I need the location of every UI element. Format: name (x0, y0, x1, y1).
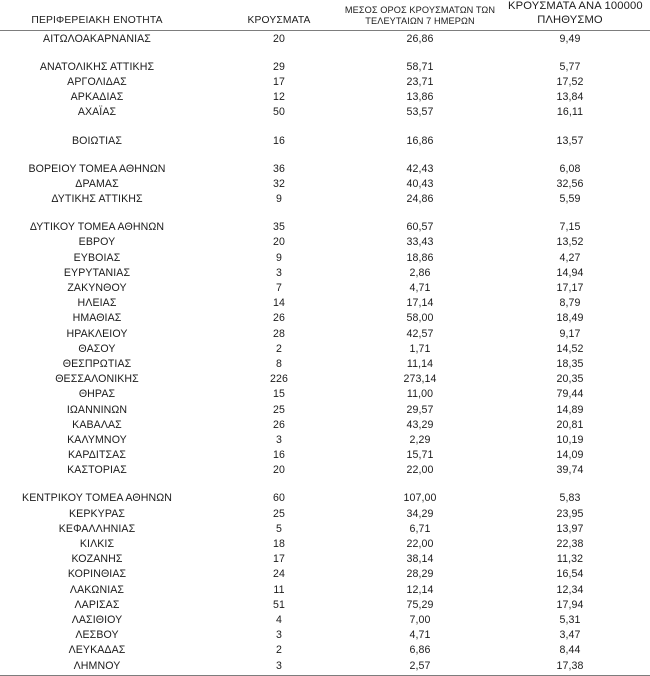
table-row (0, 357, 650, 372)
table-row (0, 311, 650, 326)
cell-region: ΒΟΙΩΤΙΑΣ (72, 134, 122, 147)
column-header-cases-per-100000-line-1: ΚΡΟΥΣΜΑΤΑ ΑΝΑ 100000 (508, 0, 643, 12)
cell-region: ΚΑΒΑΛΑΣ (72, 418, 122, 431)
table-spacer-cell (228, 148, 338, 161)
table-spacer-row (0, 207, 650, 220)
table-row (0, 402, 650, 417)
cell-average-7-days: 6,71 (409, 522, 431, 535)
cell-average-7-days: 13,86 (406, 91, 434, 104)
cell-average-7-days: 18,86 (406, 251, 434, 264)
cell-region: ΚΙΛΚΙΣ (79, 538, 115, 551)
table-row (0, 491, 650, 506)
cell-cases-per-100000: 5,59 (559, 193, 581, 206)
cell-average-7-days: 42,43 (406, 162, 434, 175)
cell-cases: 35 (273, 221, 285, 234)
table-spacer-cell (338, 207, 508, 220)
cell-cases-per-100000: 13,57 (556, 134, 584, 147)
cell-region: ΔΥΤΙΚΟΥ ΤΟΜΕΑ ΑΘΗΝΩΝ (29, 221, 165, 234)
table-spacer-row (0, 47, 650, 60)
cell-cases: 7 (276, 282, 282, 295)
table-spacer-row (0, 120, 650, 133)
cell-region: ΑΙΤΩΛΟΑΚΑΡΝΑΝΙΑΣ (43, 32, 151, 45)
cell-region: ΑΝΑΤΟΛΙΚΗΣ ΑΤΤΙΚΗΣ (39, 60, 155, 73)
cell-average-7-days: 107,00 (403, 492, 437, 505)
cell-cases: 36 (273, 162, 285, 175)
column-header-cases-per-100000-line-2: ΠΛΗΘΥΣΜΟ (537, 13, 603, 26)
cell-average-7-days: 29,57 (406, 403, 434, 416)
column-header-cases-per-100000 (508, 0, 650, 31)
cell-cases: 50 (273, 106, 285, 119)
cell-cases: 3 (276, 433, 282, 446)
table-header (0, 0, 650, 31)
table-spacer-cell (338, 148, 508, 161)
cell-cases: 3 (228, 658, 338, 676)
cell-region: ΑΡΚΑΔΙΑΣ (70, 91, 124, 104)
table-row (0, 643, 650, 658)
cell-average-7-days: 28,29 (406, 568, 434, 581)
cell-region: ΛΑΚΩΝΙΑΣ (69, 583, 125, 596)
cell-average-7-days: 53,57 (406, 106, 434, 119)
cell-cases-per-100000: 14,09 (556, 449, 584, 462)
cell-cases-per-100000: 10,19 (556, 433, 584, 446)
column-header-cases-line-1: ΚΡΟΥΣΜΑΤΑ (247, 14, 311, 26)
table-row (0, 372, 650, 387)
cell-cases: 15 (273, 388, 285, 401)
cell-cases: 20 (273, 32, 285, 45)
table-row (0, 326, 650, 341)
cell-average-7-days: 15,71 (406, 449, 434, 462)
cell-region: ΚΕΡΚΥΡΑΣ (68, 507, 126, 520)
cell-average-7-days: 40,43 (406, 177, 434, 190)
cell-region: ΖΑΚΥΝΘΟΥ (67, 282, 127, 295)
column-header-average-7-days-line-2: ΤΕΛΕΥΤΑΙΩΝ 7 ΗΜΕΡΩΝ (365, 16, 475, 27)
cell-average-7-days: 17,14 (406, 297, 434, 310)
table-spacer-cell (0, 47, 228, 60)
table-spacer-cell (508, 478, 650, 491)
cell-cases: 3 (276, 266, 282, 279)
cell-cases: 5 (276, 522, 282, 535)
cell-cases: 8 (276, 357, 282, 370)
cell-cases: 26 (273, 418, 285, 431)
cell-region: ΕΥΡΥΤΑΝΙΑΣ (63, 266, 131, 279)
cell-region: ΕΒΡΟΥ (78, 236, 116, 249)
cell-average-7-days: 273,14 (403, 373, 437, 386)
cell-cases-per-100000: 13,84 (556, 91, 584, 104)
cell-cases-per-100000: 39,74 (556, 464, 584, 477)
cell-region: ΔΥΤΙΚΗΣ ΑΤΤΙΚΗΣ (51, 193, 143, 206)
cell-cases: 16 (273, 449, 285, 462)
cell-average-7-days: 24,86 (406, 193, 434, 206)
cell-average-7-days: 7,00 (409, 613, 431, 626)
cell-average-7-days: 38,14 (406, 553, 434, 566)
table-row (0, 613, 650, 628)
cell-average-7-days: 12,14 (406, 583, 434, 596)
cell-average-7-days: 22,00 (406, 538, 434, 551)
cell-region: ΗΡΑΚΛΕΙΟΥ (66, 327, 128, 340)
cell-average-7-days: 26,86 (406, 32, 434, 45)
cell-cases-per-100000: 14,89 (556, 403, 584, 416)
table-row (0, 387, 650, 402)
cell-cases-per-100000: 8,44 (559, 644, 581, 657)
cell-cases: 3 (276, 629, 282, 642)
cell-cases: 25 (273, 507, 285, 520)
cell-average-7-days: 2,57 (338, 658, 508, 676)
table-row (0, 250, 650, 265)
cell-cases-per-100000: 16,11 (556, 106, 584, 119)
cell-region: ΚΟΖΑΝΗΣ (71, 553, 123, 566)
cell-region: ΛΕΥΚΑΔΑΣ (68, 644, 126, 657)
table-row (0, 506, 650, 521)
cell-cases: 25 (273, 403, 285, 416)
table-row (0, 628, 650, 643)
cell-cases: 4 (276, 613, 282, 626)
table-row (0, 161, 650, 176)
table-row (0, 463, 650, 478)
table-row (0, 220, 650, 235)
cell-average-7-days: 1,71 (409, 342, 431, 355)
cell-average-7-days: 4,71 (409, 282, 431, 295)
cell-cases: 29 (273, 60, 285, 73)
cell-cases-per-100000: 9,49 (559, 32, 581, 45)
cell-average-7-days: 23,71 (406, 75, 434, 88)
cell-cases-per-100000: 6,08 (559, 162, 581, 175)
table-row (0, 433, 650, 448)
table-spacer-cell (338, 120, 508, 133)
table-row (0, 522, 650, 537)
table-row (0, 582, 650, 597)
cell-cases-per-100000: 18,35 (556, 357, 584, 370)
column-header-region-line-1: ΠΕΡΙΦΕΡΕΙΑΚΗ ΕΝΟΤΗΤΑ (31, 14, 163, 26)
cell-region: ΚΑΡΔΙΤΣΑΣ (68, 449, 126, 462)
cell-average-7-days: 22,00 (406, 464, 434, 477)
table-spacer-cell (228, 478, 338, 491)
cell-cases: 2 (276, 644, 282, 657)
cell-cases-per-100000: 17,94 (556, 598, 584, 611)
cell-region: ΚΟΡΙΝΘΙΑΣ (67, 568, 127, 581)
cell-region: ΕΥΒΟΙΑΣ (73, 251, 121, 264)
table-row (0, 31, 650, 47)
cell-cases-per-100000: 17,38 (508, 658, 650, 676)
cell-region: ΛΗΜΝΟΥ (0, 658, 228, 676)
cell-cases-per-100000: 20,35 (556, 373, 584, 386)
table-row (0, 281, 650, 296)
cell-region: ΚΕΝΤΡΙΚΟΥ ΤΟΜΕΑ ΑΘΗΝΩΝ (22, 492, 172, 505)
table-row (0, 342, 650, 357)
cell-average-7-days: 42,57 (406, 327, 434, 340)
table-spacer-cell (338, 47, 508, 60)
cell-cases-per-100000: 7,15 (559, 221, 581, 234)
cell-average-7-days: 34,29 (406, 507, 434, 520)
table-row (0, 75, 650, 90)
cell-average-7-days: 11,14 (406, 357, 434, 370)
cell-cases-per-100000: 13,97 (556, 522, 584, 535)
cell-average-7-days: 58,00 (406, 312, 434, 325)
cell-region: ΚΑΣΤΟΡΙΑΣ (67, 464, 127, 477)
cell-cases: 17 (273, 553, 285, 566)
cell-cases-per-100000: 5,31 (559, 613, 581, 626)
cell-region: ΘΕΣΠΡΩΤΙΑΣ (62, 357, 132, 370)
table-row (0, 105, 650, 120)
table-spacer-cell (0, 120, 228, 133)
cell-cases: 60 (273, 492, 285, 505)
cell-cases-per-100000: 4,27 (559, 251, 581, 264)
table-row (0, 537, 650, 552)
cell-cases-per-100000: 14,52 (556, 342, 584, 355)
cell-region: ΗΜΑΘΙΑΣ (72, 312, 122, 325)
column-header-average-7-days (338, 0, 508, 31)
table-row (0, 598, 650, 613)
table-spacer-cell (0, 148, 228, 161)
cell-region: ΛΕΣΒΟΥ (75, 629, 119, 642)
table-row (0, 90, 650, 105)
cell-cases-per-100000: 13,52 (556, 236, 584, 249)
cell-average-7-days: 6,86 (409, 644, 431, 657)
cell-cases: 17 (273, 75, 285, 88)
cell-average-7-days: 58,71 (406, 60, 434, 73)
table-spacer-cell (508, 148, 650, 161)
cell-region: ΔΡΑΜΑΣ (75, 177, 119, 190)
cell-average-7-days: 33,43 (406, 236, 434, 249)
cell-cases: 20 (273, 236, 285, 249)
table-spacer-cell (508, 120, 650, 133)
column-header-average-7-days-line-1: ΜΕΣΟΣ ΟΡΟΣ ΚΡΟΥΣΜΑΤΩΝ ΤΩΝ (344, 4, 496, 15)
table-spacer-cell (0, 207, 228, 220)
cell-cases: 24 (273, 568, 285, 581)
table-body (0, 31, 650, 676)
table-row (0, 296, 650, 311)
table-row (0, 235, 650, 250)
cell-cases: 12 (273, 91, 285, 104)
cell-cases-per-100000: 5,83 (559, 492, 581, 505)
table-row (0, 133, 650, 148)
cell-cases: 9 (276, 251, 282, 264)
cell-region: ΘΗΡΑΣ (78, 388, 116, 401)
cell-cases: 11 (273, 583, 285, 596)
cell-cases: 18 (273, 538, 285, 551)
table-row (0, 658, 650, 676)
cell-cases: 26 (273, 312, 285, 325)
cell-region: ΙΩΑΝΝΙΝΩΝ (66, 403, 128, 416)
table-spacer-cell (228, 120, 338, 133)
cell-average-7-days: 16,86 (406, 134, 434, 147)
cell-cases-per-100000: 17,17 (556, 282, 584, 295)
cell-cases-per-100000: 32,56 (556, 177, 584, 190)
cell-cases: 20 (273, 464, 285, 477)
cell-cases-per-100000: 5,77 (559, 60, 581, 73)
column-header-cases (228, 0, 338, 31)
cell-region: ΚΑΛΥΜΝΟΥ (67, 433, 127, 446)
cell-region: ΗΛΕΙΑΣ (77, 297, 117, 310)
table-spacer-cell (0, 478, 228, 491)
cell-average-7-days: 11,00 (406, 388, 434, 401)
table-spacer-cell (228, 207, 338, 220)
cell-region: ΘΑΣΟΥ (78, 342, 116, 355)
cell-average-7-days: 60,57 (406, 221, 434, 234)
cell-region: ΒΟΡΕΙΟΥ ΤΟΜΕΑ ΑΘΗΝΩΝ (28, 162, 166, 175)
cell-cases-per-100000: 8,79 (559, 297, 581, 310)
cell-region: ΑΧΑΪΑΣ (77, 106, 117, 119)
cell-cases-per-100000: 23,95 (556, 507, 584, 520)
cell-cases-per-100000: 3,47 (559, 629, 581, 642)
cell-cases-per-100000: 22,38 (556, 538, 584, 551)
cell-region: ΘΕΣΣΑΛΟΝΙΚΗΣ (55, 373, 139, 386)
cell-cases-per-100000: 16,54 (556, 568, 584, 581)
table-row (0, 266, 650, 281)
cell-cases-per-100000: 9,17 (559, 327, 581, 340)
cell-region: ΑΡΓΟΛΙΔΑΣ (67, 75, 127, 88)
table-spacer-cell (338, 478, 508, 491)
cell-region: ΚΕΦΑΛΛΗΝΙΑΣ (58, 522, 136, 535)
table-row (0, 448, 650, 463)
table-row (0, 192, 650, 207)
cell-average-7-days: 75,29 (406, 598, 434, 611)
table-spacer-cell (508, 207, 650, 220)
table-spacer-cell (508, 47, 650, 60)
cell-average-7-days: 2,86 (409, 266, 431, 279)
cell-average-7-days: 4,71 (409, 629, 431, 642)
cell-region: ΛΑΣΙΘΙΟΥ (71, 613, 123, 626)
cell-cases: 2 (276, 342, 282, 355)
cell-cases-per-100000: 20,81 (556, 418, 584, 431)
table-header-row (0, 0, 650, 31)
cell-cases-per-100000: 11,32 (556, 553, 584, 566)
cell-average-7-days: 43,29 (406, 418, 434, 431)
table-spacer-cell (228, 47, 338, 60)
cell-cases-per-100000: 79,44 (556, 388, 584, 401)
table-row (0, 417, 650, 432)
table-spacer-row (0, 148, 650, 161)
cell-cases: 16 (273, 134, 285, 147)
cell-cases-per-100000: 17,52 (556, 75, 584, 88)
table-row (0, 177, 650, 192)
table-row (0, 567, 650, 582)
table-spacer-row (0, 478, 650, 491)
cell-cases: 32 (273, 177, 285, 190)
cell-cases-per-100000: 18,49 (556, 312, 584, 325)
cell-region: ΛΑΡΙΣΑΣ (74, 598, 120, 611)
column-header-region (0, 0, 228, 31)
cell-cases: 28 (273, 327, 285, 340)
cell-cases: 51 (273, 598, 285, 611)
cell-cases: 226 (270, 373, 288, 386)
cell-cases: 9 (276, 193, 282, 206)
cell-cases-per-100000: 12,34 (556, 583, 584, 596)
table-row (0, 60, 650, 75)
cell-cases: 14 (273, 297, 285, 310)
cell-average-7-days: 2,29 (409, 433, 431, 446)
table-row (0, 552, 650, 567)
cell-cases-per-100000: 14,94 (556, 266, 584, 279)
